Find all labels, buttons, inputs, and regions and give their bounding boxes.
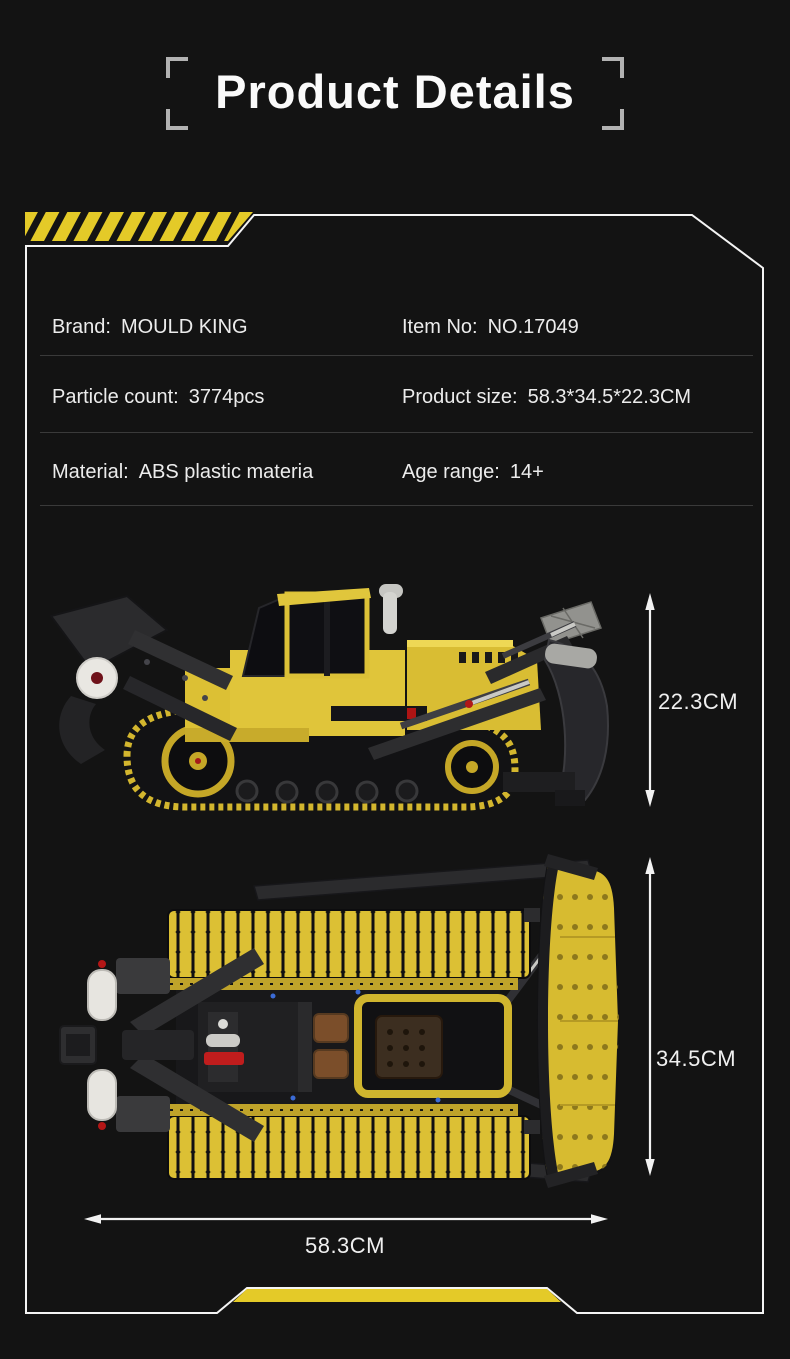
tail-light (407, 708, 416, 719)
spec-value: ABS plastic materia (138, 461, 314, 483)
bottom-accent-bar (233, 1289, 561, 1302)
spec-value: 14+ (509, 461, 544, 483)
spec-cell-brand (52, 315, 402, 339)
spec-row-2 (52, 385, 752, 409)
width-dimension-arrow (84, 1214, 608, 1223)
spec-label: Material: (52, 461, 129, 483)
height-dimension-arrow (645, 593, 654, 807)
spec-cell-age-range (402, 460, 752, 484)
spec-divider (40, 432, 753, 433)
width-dimension-label: 58.3CM (304, 1233, 386, 1258)
hazard-stripe-bar (25, 212, 253, 241)
spec-label: Item No: (402, 316, 478, 338)
page-title: Product Details (215, 65, 575, 118)
spec-divider (40, 505, 753, 506)
bulldozer-side-view-image (35, 578, 615, 818)
seat (314, 1050, 348, 1078)
top-view-chassis (170, 978, 518, 1116)
spec-label: Particle count: (52, 386, 179, 408)
depth-dimension-arrow (645, 857, 654, 1176)
seat (314, 1014, 348, 1042)
spec-row-3 (52, 460, 752, 484)
spec-cell-product-size (402, 385, 752, 409)
white-cylinder (88, 1070, 116, 1120)
spec-row-1 (52, 315, 752, 339)
spec-cell-item-no (402, 315, 752, 339)
spec-value: 58.3*34.5*22.3CM (527, 386, 692, 408)
spec-value: 3774pcs (188, 386, 265, 408)
spec-cell-particle-count (52, 385, 402, 409)
spec-value: NO.17049 (487, 316, 579, 338)
depth-dimension-label: 34.5CM (656, 1046, 737, 1071)
spec-label: Product size: (402, 386, 518, 408)
height-dimension-label: 22.3CM (658, 689, 739, 714)
spec-label: Brand: (52, 316, 111, 338)
spec-value: MOULD KING (120, 316, 248, 338)
spec-divider (40, 355, 753, 356)
spec-label: Age range: (402, 461, 500, 483)
spec-cell-material (52, 460, 402, 484)
bulldozer-top-view-image (58, 852, 643, 1190)
white-cylinder (88, 970, 116, 1020)
top-view-blade (524, 854, 619, 1188)
